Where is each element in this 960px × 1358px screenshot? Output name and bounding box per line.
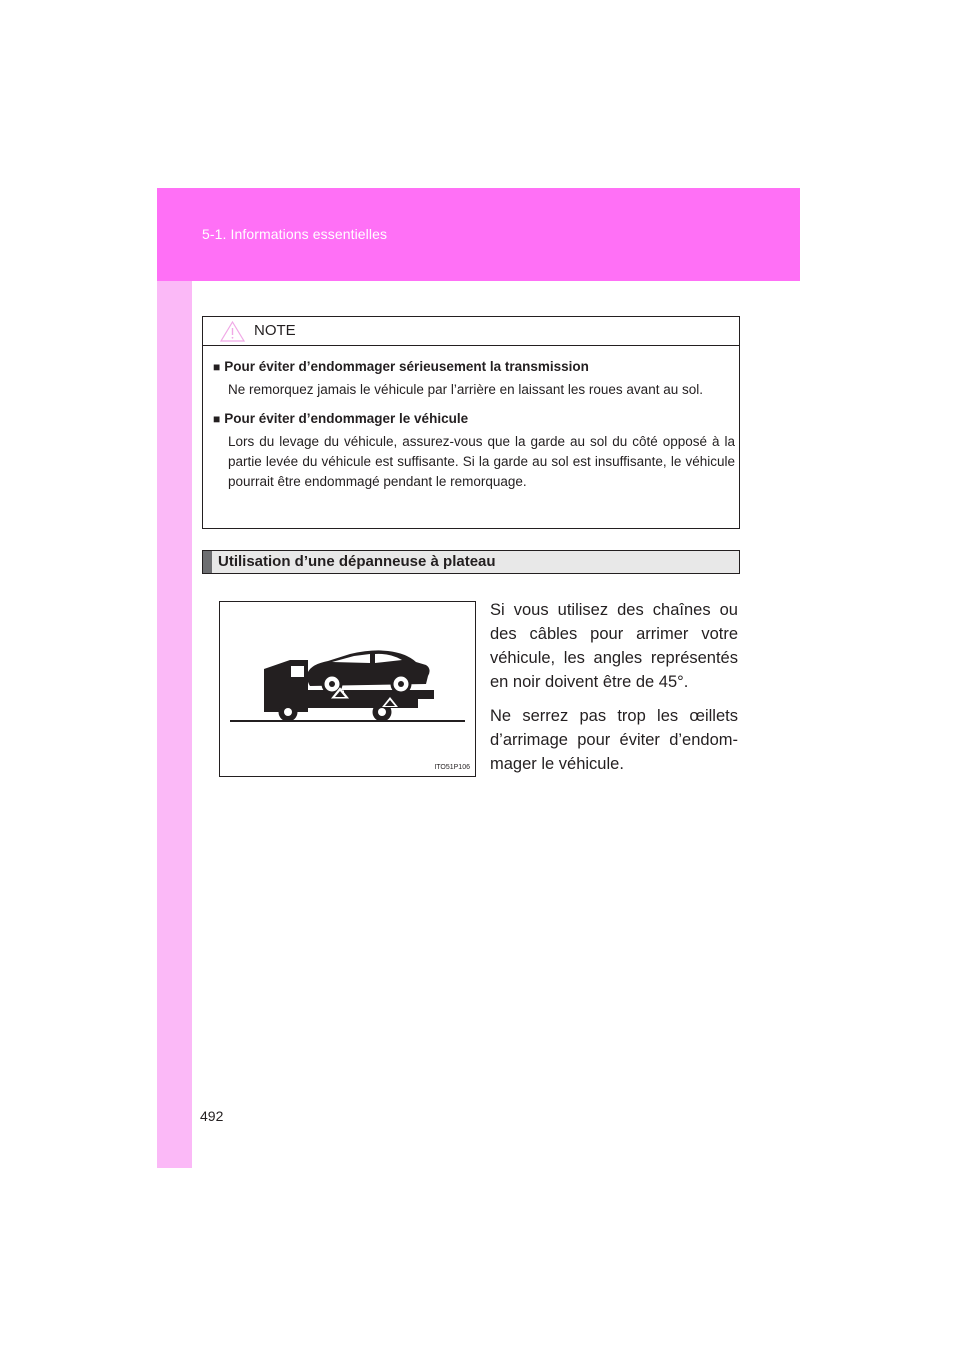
section-marker bbox=[203, 551, 212, 573]
note-header bbox=[203, 317, 739, 346]
note-item-text: Lors du levage du véhicule, assurez-vous que la garde au sol du côté opposé à la partie levée du véhicule est suffisante. Si la garde au sol est insuffisante, le véhicule pourrait être endommagé pendant le remorquage. bbox=[228, 434, 735, 489]
page-number: 492 bbox=[200, 1108, 224, 1124]
note-body bbox=[213, 357, 735, 501]
note-item-heading: ■ Pour éviter d’endommager le véhicule bbox=[213, 411, 469, 426]
body-text bbox=[490, 598, 738, 786]
side-band bbox=[157, 188, 192, 1168]
flatbed-tow-truck-illustration bbox=[220, 602, 475, 776]
figure-code: ITO51P106 bbox=[434, 764, 470, 771]
note-box bbox=[202, 316, 740, 529]
section-title: Utilisation d’une dépanneuse à plateau bbox=[218, 553, 496, 570]
section-bar bbox=[202, 550, 740, 574]
warning-icon bbox=[220, 321, 245, 342]
body-paragraph: Ne serrez pas trop les œillets d’arrimage pour éviter d’endom-mager le véhicule. bbox=[490, 707, 738, 773]
bullet-square-icon: ■ bbox=[213, 360, 221, 374]
section-header: 5-1. Informations essentielles bbox=[202, 226, 388, 242]
bullet-square-icon: ■ bbox=[213, 412, 221, 426]
note-item-heading: ■ Pour éviter d’endommager sérieusement la transmission bbox=[213, 359, 589, 374]
body-paragraph: Si vous utilisez des chaînes ou des câbles pour arrimer votre véhicule, les angles représentés en noir doivent être de 45°. bbox=[490, 601, 738, 691]
note-item-text: Ne remorquez jamais le véhicule par l’arrière en laissant les roues avant au sol. bbox=[228, 382, 703, 397]
note-title: NOTE bbox=[254, 322, 296, 339]
tow-truck-figure bbox=[219, 601, 476, 777]
